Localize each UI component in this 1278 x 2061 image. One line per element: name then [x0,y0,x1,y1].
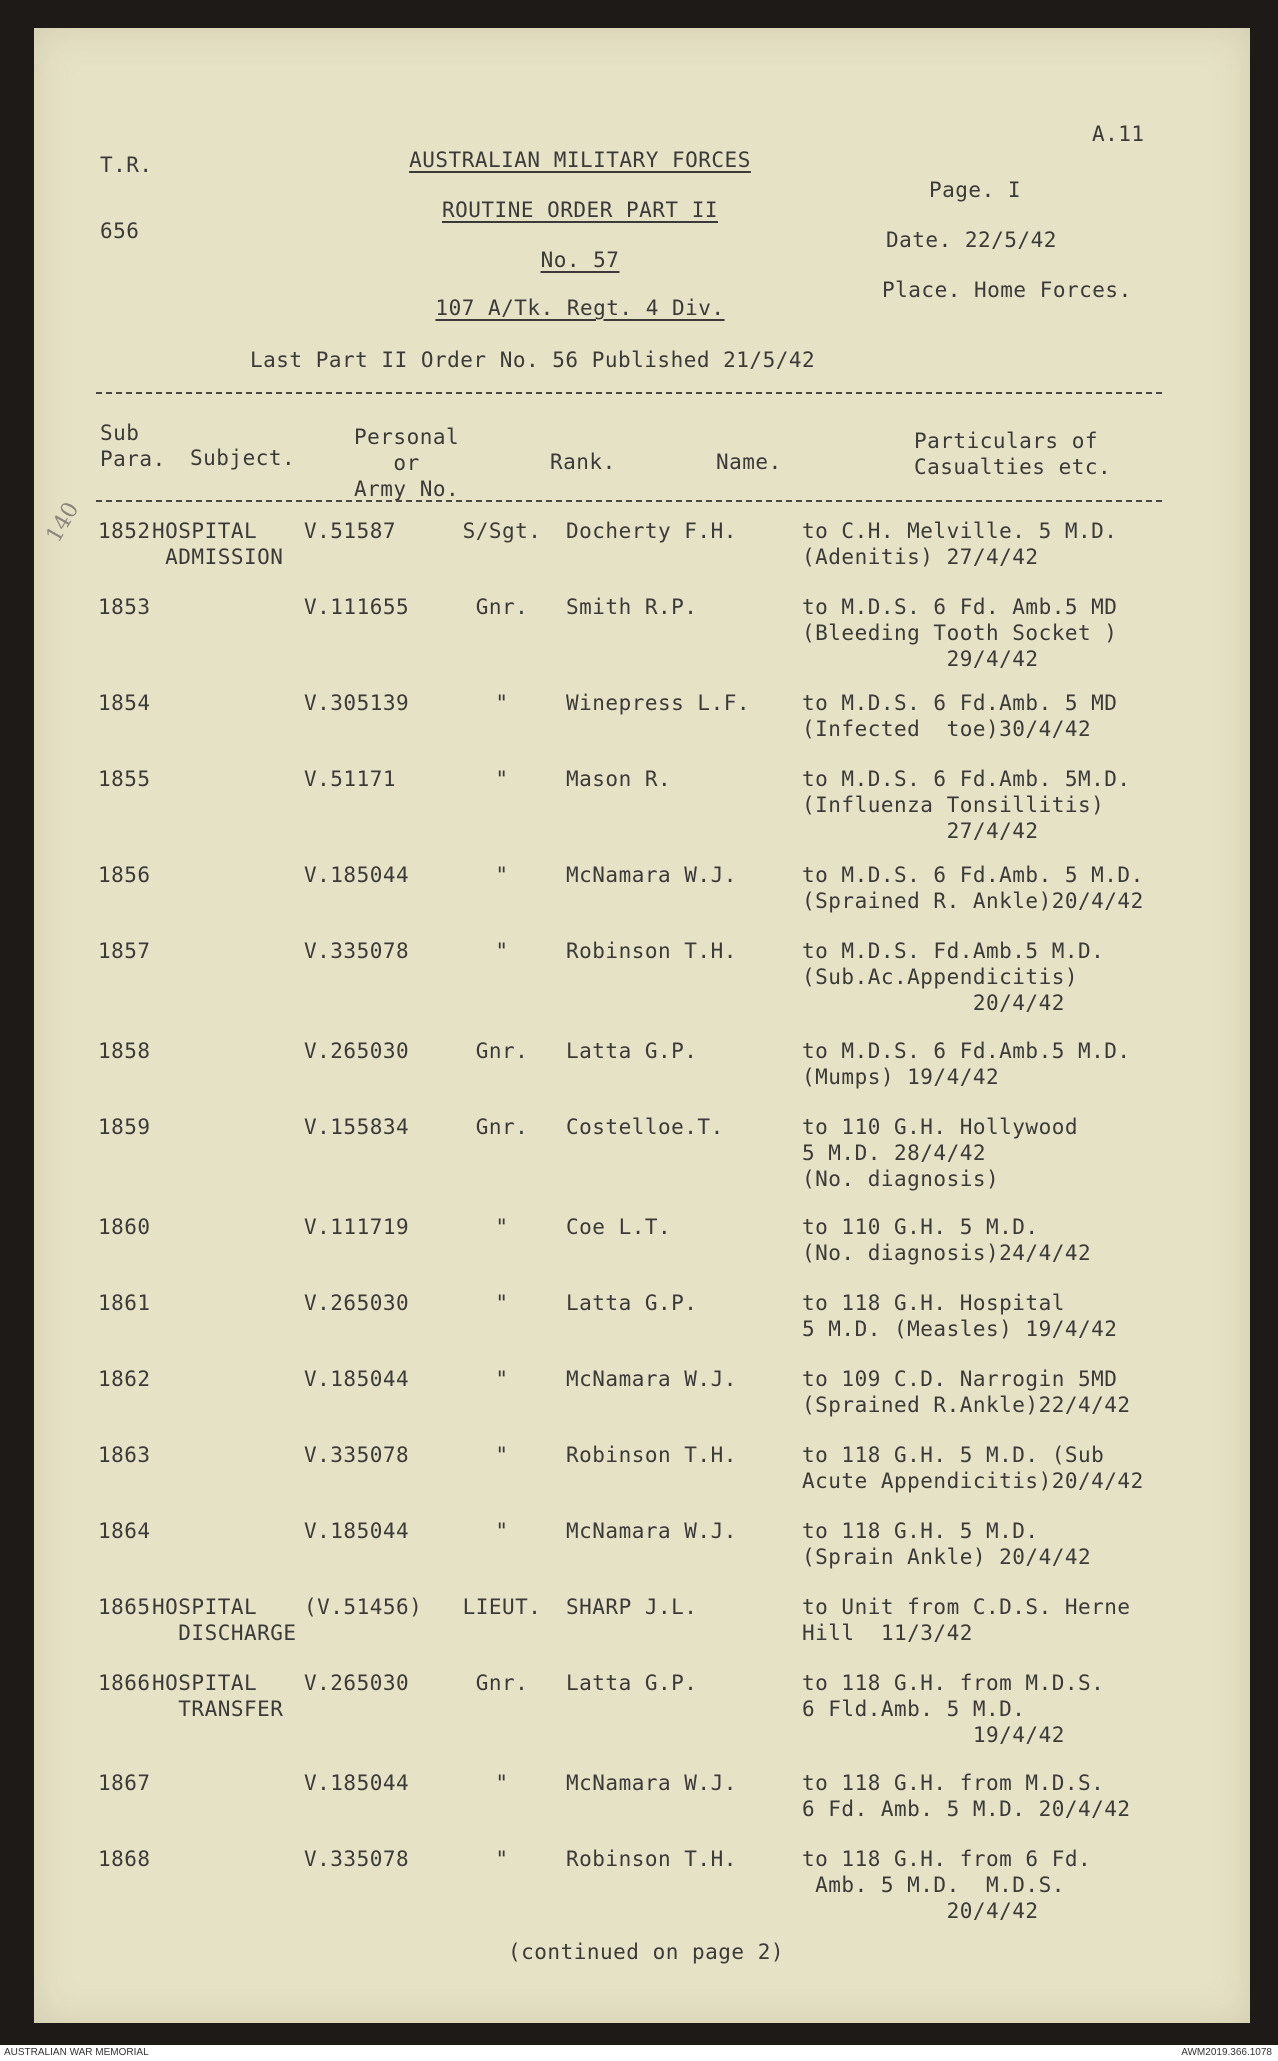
entry-particulars: to Unit from C.D.S. Herne Hill 11/3/42 [802,1595,1131,1645]
entry-rank: " [495,767,509,791]
order-type-title: ROUTINE ORDER PART II [441,198,718,222]
entry-particulars: to 118 G.H. from 6 Fd. Amb. 5 M.D. M.D.S. 20/4/42 [802,1847,1092,1923]
entry-rank: Gnr. [475,1115,529,1139]
entry-para: 1863 [98,1443,151,1467]
order-place: Place. Home Forces. [882,278,1132,302]
column-sub-para: Sub Para. [100,421,166,471]
entry-rank: " [495,1367,509,1391]
entry-particulars: to 118 G.H. from M.D.S. 6 Fd. Amb. 5 M.D. 20/4/42 [802,1771,1131,1821]
entry-army-no: V.185044 [304,1771,410,1795]
entry-subject: HOSPITAL TRANSFER [152,1671,284,1721]
entry-rank: " [495,1291,509,1315]
entry-army-no: V.335078 [304,1443,410,1467]
entry-army-no: V.185044 [304,1519,410,1543]
entry-name: Robinson T.H. [566,1847,737,1871]
column-subject: Subject. [190,446,296,470]
unit-name: 107 A/Tk. Regt. 4 Div. [435,296,725,320]
entry-rank: " [495,863,509,887]
entry-army-no: V.265030 [304,1039,410,1063]
margin-pencil-note: 140 [41,498,85,547]
archive-footer-left: AUSTRALIAN WAR MEMORIAL [4,2047,149,2058]
entry-particulars: to 109 C.D. Narrogin 5MD (Sprained R.Ankle)22/4/42 [802,1367,1131,1417]
entry-para: 1866 [98,1671,151,1695]
continued-note: (continued on page 2) [508,1940,785,1964]
entry-army-no: V.305139 [304,691,410,715]
entry-para: 1867 [98,1771,151,1795]
entry-army-no: V.111719 [304,1215,410,1239]
entry-para: 1858 [98,1039,151,1063]
entry-army-no: V.51587 [304,519,397,543]
column-name: Name. [716,450,782,474]
entry-name: Smith R.P. [566,595,698,619]
entry-para: 1854 [98,691,151,715]
entry-particulars: to C.H. Melville. 5 M.D. (Adenitis) 27/4/42 [802,519,1118,569]
column-header-rule [96,500,1162,502]
entry-name: McNamara W.J. [566,1771,737,1795]
entry-para: 1864 [98,1519,151,1543]
entry-para: 1855 [98,767,151,791]
entry-particulars: to 110 G.H. 5 M.D. (No. diagnosis)24/4/42 [802,1215,1092,1265]
entry-para: 1861 [98,1291,151,1315]
entry-particulars: to M.D.S. Fd.Amb.5 M.D. (Sub.Ac.Appendicitis) 20/4/42 [802,939,1105,1015]
last-order-line: Last Part II Order No. 56 Published 21/5/42 [250,348,816,372]
entry-name: Mason R. [566,767,672,791]
entry-particulars: to 118 G.H. 5 M.D. (Sub Acute Appendicitis)20/4/42 [802,1443,1144,1493]
order-date: Date. 22/5/42 [886,228,1057,252]
entry-name: Costelloe.T. [566,1115,724,1139]
archive-footer [0,2045,1278,2061]
entry-rank: " [495,1771,509,1795]
entry-name: Latta G.P. [566,1291,698,1315]
entry-name: Latta G.P. [566,1671,698,1695]
page-number: Page. I [929,178,1022,202]
entry-para: 1852 [98,519,151,543]
entry-name: Coe L.T. [566,1215,672,1239]
entry-army-no: V.155834 [304,1115,410,1139]
entry-name: Robinson T.H. [566,939,737,963]
entry-para: 1865 [98,1595,151,1619]
entry-particulars: to M.D.S. 6 Fd.Amb. 5M.D. (Influenza Tonsillitis) 27/4/42 [802,767,1131,843]
entry-army-no: V.335078 [304,1847,410,1871]
entry-name: Latta G.P. [566,1039,698,1063]
order-number: No. 57 [540,248,620,272]
entry-name: SHARP J.L. [566,1595,698,1619]
archive-footer-right: AWM2019.366.1078 [1181,2047,1272,2058]
entry-rank: " [495,1443,509,1467]
column-personal-no: Personal or Army No. [354,425,460,501]
entry-army-no: V.111655 [304,595,410,619]
entry-particulars: to M.D.S. 6 Fd.Amb. 5 M.D. (Sprained R. Ankle)20/4/42 [802,863,1144,913]
entry-para: 1868 [98,1847,151,1871]
header-rule [96,392,1162,394]
entry-para: 1862 [98,1367,151,1391]
entry-army-no: (V.51456) [304,1595,423,1619]
entry-rank: " [495,691,509,715]
entry-army-no: V.265030 [304,1671,410,1695]
reference-top-right: A.11 [1092,122,1145,146]
entry-particulars: to 118 G.H. Hospital 5 M.D. (Measles) 19/4/42 [802,1291,1118,1341]
entry-army-no: V.335078 [304,939,410,963]
entry-name: McNamara W.J. [566,863,737,887]
entry-rank: " [495,1215,509,1239]
entry-particulars: to 118 G.H. from M.D.S. 6 Fld.Amb. 5 M.D. 19/4/42 [802,1671,1105,1747]
entry-rank: S/Sgt. [462,519,542,543]
column-particulars: Particulars of Casualties etc. [914,429,1112,479]
entry-particulars: to 118 G.H. 5 M.D. (Sprain Ankle) 20/4/42 [802,1519,1092,1569]
entry-para: 1856 [98,863,151,887]
entry-rank: Gnr. [475,1039,529,1063]
entry-name: Docherty F.H. [566,519,737,543]
entry-para: 1853 [98,595,151,619]
entry-para: 1860 [98,1215,151,1239]
entry-army-no: V.185044 [304,1367,410,1391]
entry-rank: " [495,1519,509,1543]
entry-army-no: V.51171 [304,767,397,791]
entry-name: Winepress L.F. [566,691,751,715]
entry-rank: LIEUT. [462,1595,542,1619]
entry-army-no: V.265030 [304,1291,410,1315]
entry-rank: " [495,939,509,963]
entry-rank: " [495,1847,509,1871]
reference-top-left: T.R. 656 [100,153,153,243]
entry-rank: Gnr. [475,595,529,619]
entry-particulars: to M.D.S. 6 Fd. Amb.5 MD (Bleeding Tooth Socket ) 29/4/42 [802,595,1118,671]
entry-particulars: to M.D.S. 6 Fd.Amb.5 M.D. (Mumps) 19/4/42 [802,1039,1131,1089]
entry-rank: Gnr. [475,1671,529,1695]
entry-subject: HOSPITAL ADMISSION [152,519,284,569]
entry-name: McNamara W.J. [566,1367,737,1391]
entry-name: McNamara W.J. [566,1519,737,1543]
entry-particulars: to M.D.S. 6 Fd.Amb. 5 MD (Infected toe)30/4/42 [802,691,1118,741]
entry-para: 1859 [98,1115,151,1139]
organisation-title: AUSTRALIAN MILITARY FORCES [409,148,751,172]
document-page [34,28,1250,2023]
entry-name: Robinson T.H. [566,1443,737,1467]
entry-army-no: V.185044 [304,863,410,887]
entry-para: 1857 [98,939,151,963]
entry-particulars: to 110 G.H. Hollywood 5 M.D. 28/4/42 (No. diagnosis) [802,1115,1079,1191]
column-rank: Rank. [550,450,616,474]
entry-subject: HOSPITAL DISCHARGE [152,1595,297,1645]
